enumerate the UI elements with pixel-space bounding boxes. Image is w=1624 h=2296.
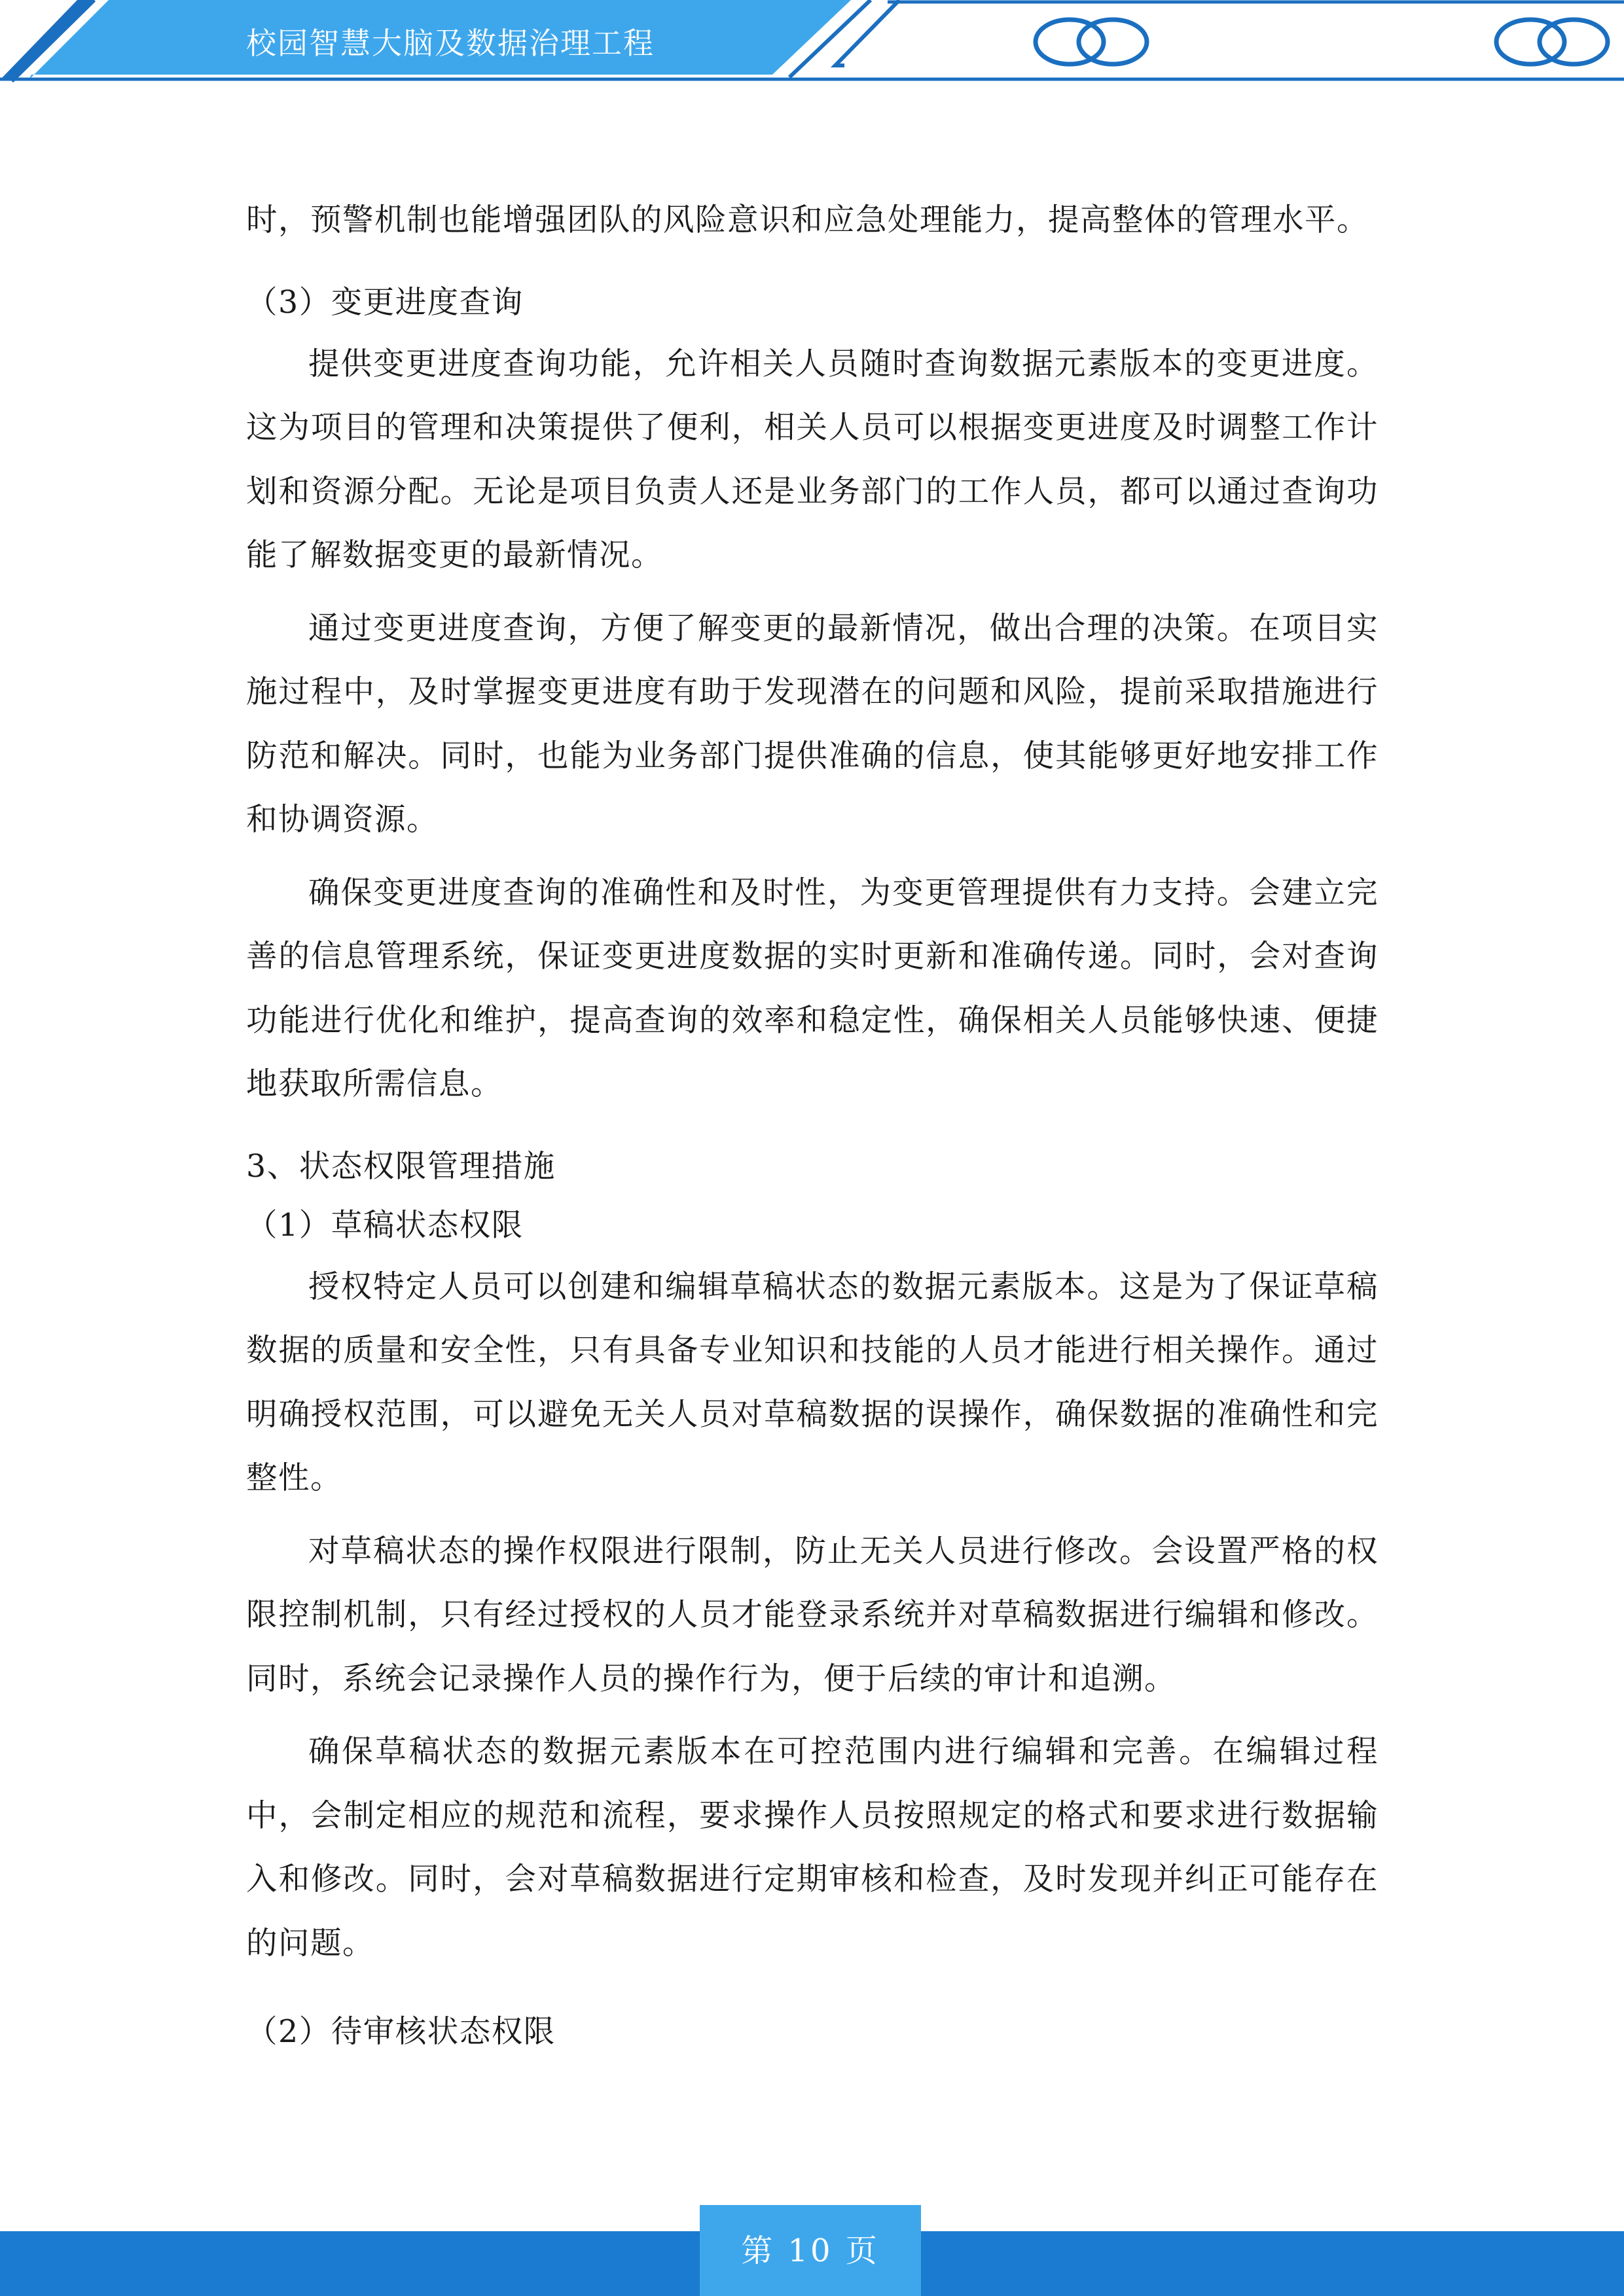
paragraph: 通过变更进度查询，方便了解变更的最新情况，做出合理的决策。在项目实施过程中，及时掌握变更进度有助于发现潜在的问题和风险，提前采取措施进行防范和解决。同时，也能为业务部门提供准确的信息，使其能够更好地安排工作和协调资源。: [246, 610, 1379, 838]
subheading-pending-review-permissions: （2）待审核状态权限: [246, 2014, 556, 2050]
page-number-tab: [700, 2205, 921, 2296]
paragraph-continuation: 时，预警机制也能增强团队的风险意识和应急处理能力，提高整体的管理水平。: [246, 202, 1369, 238]
subheading-draft-permissions: （1）草稿状态权限: [246, 1207, 524, 1244]
header-decoration: [0, 0, 1624, 85]
section-heading-status-permissions: 3、状态权限管理措施: [246, 1148, 556, 1185]
document-title: 校园智慧大脑及数据治理工程: [246, 26, 655, 61]
subheading-change-progress: （3）变更进度查询: [246, 284, 524, 321]
paragraph: 对草稿状态的操作权限进行限制，防止无关人员进行修改。会设置严格的权限控制机制，只有经过授权的人员才能登录系统并对草稿数据进行编辑和修改。同时，系统会记录操作人员的操作行为，便于后续的审计和追溯。: [246, 1533, 1379, 1697]
paragraph: 确保草稿状态的数据元素版本在可控范围内进行编辑和完善。在编辑过程中，会制定相应的规范和流程，要求操作人员按照规定的格式和要求进行数据输入和修改。同时，会对草稿数据进行定期审核和检查，及时发现并纠正可能存在的问题。: [246, 1734, 1379, 1962]
page-content: [246, 188, 1379, 2062]
paragraph: 确保变更进度查询的准确性和及时性，为变更管理提供有力支持。会建立完善的信息管理系统，保证变更进度数据的实时更新和准确传递。同时，会对查询功能进行优化和维护，提高查询的效率和稳定性，确保相关人员能够快速、便捷地获取所需信息。: [246, 874, 1379, 1102]
header-edge-3: [835, 0, 899, 65]
paragraph: 授权特定人员可以创建和编辑草稿状态的数据元素版本。这是为了保证草稿数据的质量和安全性，只有具备专业知识和技能的人员才能进行相关操作。通过明确授权范围，可以避免无关人员对草稿数据的误操作，确保数据的准确性和完整性。: [246, 1268, 1379, 1496]
rings-logo-right: [1496, 20, 1608, 64]
rings-logo-left: [1036, 20, 1147, 64]
page-number: 第 10 页: [741, 2232, 880, 2269]
paragraph: 提供变更进度查询功能，允许相关人员随时查询数据元素版本的变更进度。这为项目的管理和决策提供了便利，相关人员可以根据变更进度及时调整工作计划和资源分配。无论是项目负责人还是业务部门的工作人员，都可以通过查询功能了解数据变更的最新情况。: [246, 346, 1379, 573]
page-header: [0, 0, 1624, 85]
